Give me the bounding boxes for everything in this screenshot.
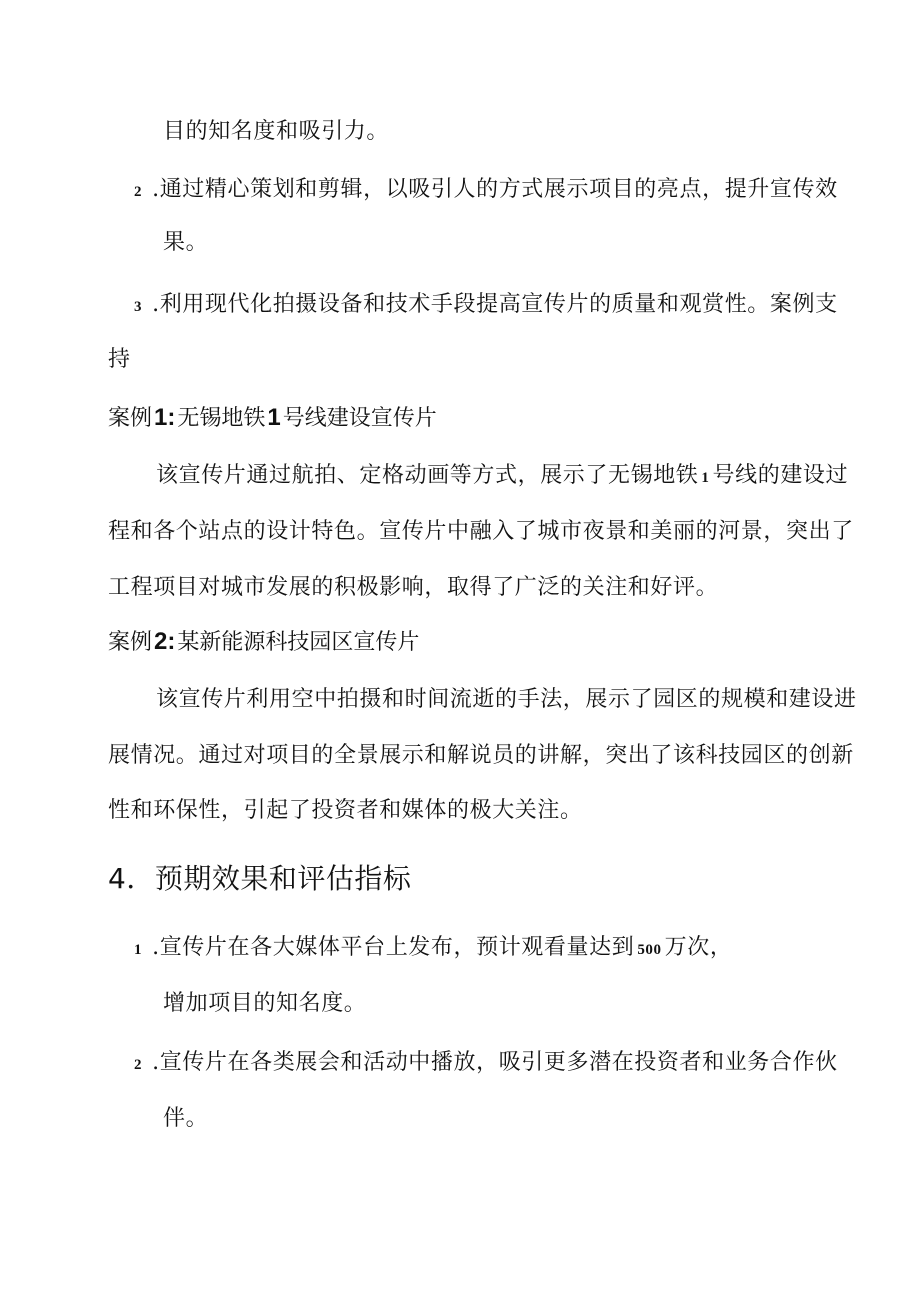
case-title-line-number: 1 (267, 404, 281, 431)
case-title-number: 1: (154, 404, 176, 431)
list-inline-number: 500 (637, 942, 662, 958)
list-number: 2 (134, 1057, 143, 1073)
s4-item-2-line2: 伴。 (163, 1106, 209, 1131)
list-text: .利用现代化拍摄设备和技术手段提高宣传片的质量和观赏性。案例支 (152, 292, 838, 317)
continuation-line: 目的知名度和吸引力。 (163, 119, 390, 144)
para-text: 该宣传片通过航拍、定格动画等方式，展示了无锡地铁 (156, 463, 699, 488)
case-title-text: 某新能源科技园区宣传片 (177, 630, 420, 655)
case-2-para-line3: 性和环保性，引起了投资者和媒体的极大关注。 (108, 798, 583, 823)
case-2-para-line1: 该宣传片利用空中拍摄和时间流逝的手法，展示了园区的规模和建设进 (156, 687, 857, 712)
para-text: 号线的建设过 (712, 463, 849, 488)
case-2-title (108, 628, 419, 657)
case-title-number: 2: (154, 628, 176, 655)
list-text: .宣传片在各大媒体平台上发布，预计观看量达到 (152, 935, 635, 960)
case-title-suffix: 号线建设宣传片 (282, 406, 437, 431)
case-title-prefix: 案例 (108, 630, 153, 655)
case-1-title (108, 404, 437, 433)
case-1-para-line2: 程和各个站点的设计特色。宣传片中融入了城市夜景和美丽的河景，突出了 (108, 519, 854, 544)
list-text: .通过精心策划和剪辑，以吸引人的方式展示项目的亮点，提升宣传效 (152, 177, 838, 202)
list-number: 1 (134, 942, 143, 958)
case-1-para-line1 (156, 462, 848, 492)
s4-item-1-line2: 增加项目的知名度。 (163, 991, 367, 1016)
para-number: 1 (701, 470, 710, 486)
list-text: 万次， (664, 935, 733, 960)
case-title-text: 无锡地铁 (177, 406, 266, 431)
list-item-2-line1 (134, 176, 838, 206)
s4-item-1-line1 (134, 934, 732, 964)
list-number: 2 (134, 184, 143, 200)
list-text: .宣传片在各类展会和活动中播放，吸引更多潜在投资者和业务合作伙 (152, 1050, 838, 1075)
case-2-para-line2: 展情况。通过对项目的全景展示和解说员的讲解，突出了该科技园区的创新 (108, 743, 854, 768)
list-item-3-line2: 持 (108, 347, 131, 372)
case-title-prefix: 案例 (108, 406, 153, 431)
case-1-para-line3: 工程项目对城市发展的积极影响，取得了广泛的关注和好评。 (108, 575, 719, 600)
section-4-heading: 4．预期效果和评估指标 (108, 862, 412, 895)
s4-item-2-line1 (134, 1049, 838, 1079)
list-number: 3 (134, 299, 143, 315)
list-item-3-line1 (134, 291, 838, 321)
list-item-2-line2: 果。 (163, 230, 209, 255)
